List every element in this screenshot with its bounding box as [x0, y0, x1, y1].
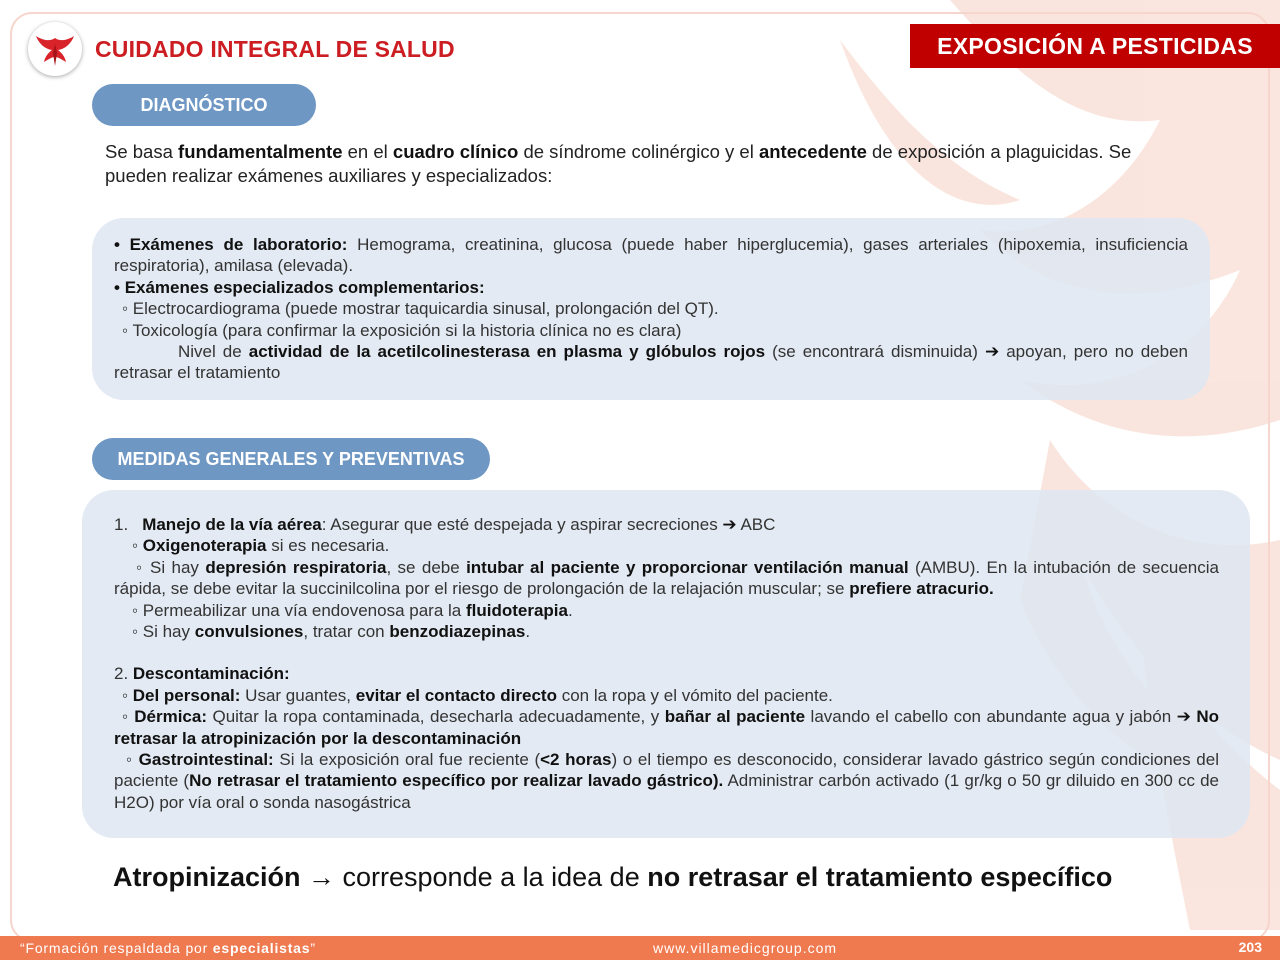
- medidas-box: [82, 490, 1250, 838]
- page-number: 203: [1238, 939, 1262, 955]
- lab-exams: • Exámenes de laboratorio: Hemograma, creatinina, glucosa (puede haber hiperglucemia), gases arteriales (hipoxemia, insuficiencia respiratoria), amilasa (elevada).: [114, 235, 1188, 276]
- footer: [0, 936, 1280, 960]
- ecg-item: ◦ Electrocardiograma (puede mostrar taquicardia sinusal, prolongación del QT).: [122, 299, 719, 319]
- intro-bold: fundamentalmente: [178, 141, 343, 162]
- depresion-item: ◦ Si hay depresión respiratoria, se debe intubar al paciente y proporcionar ventilación manual (AMBU). En la intubación de secuencia rápida, se debe evitar la succinilcolina por el riesgo de prolongación de la relajación muscular; se prefiere atracurio.: [114, 557, 1219, 599]
- intro-bold: cuadro clínico: [392, 141, 519, 162]
- lab-exams-label: Exámenes de laboratorio:: [129, 235, 348, 254]
- section-label-medidas: MEDIDAS GENERALES Y PREVENTIVAS: [92, 438, 490, 480]
- topic-banner: EXPOSICIÓN A PESTICIDAS: [910, 24, 1280, 68]
- diagnostico-intro: [105, 140, 1145, 188]
- spacer: [114, 642, 1219, 663]
- special-exams: • Exámenes especializados complementarios:: [114, 277, 485, 297]
- convulsiones-item: ◦ Si hay convulsiones, tratar con benzodiazepinas.: [132, 622, 531, 642]
- ache-item: Nivel de actividad de la acetilcolinesterasa en plasma y glóbulos rojos (se encontrará disminuida) ➔ apoyan, pero no deben retrasar el tratamiento: [114, 342, 1188, 383]
- ache-bold: actividad de la acetilcolinesterasa en plasma y glóbulos rojos: [248, 342, 766, 362]
- diagnostico-box: [92, 218, 1210, 400]
- lab-exams-text: Hemograma, creatinina, glucosa (puede haber hiperglucemia), gases arteriales (hipoxemia, insuficiencia respiratoria), amilasa (elevada).: [114, 235, 1188, 276]
- conclusion: Atropinización → corresponde a la idea de no retrasar el tratamiento específico: [113, 862, 1113, 892]
- arrow-right-icon: ➔: [1176, 707, 1191, 727]
- tox-item: ◦ Toxicología (para confirmar la exposición si la historia clínica no es clara): [122, 320, 682, 340]
- personal-item: ◦ Del personal: Usar guantes, evitar el contacto directo con la ropa y el vómito del paciente.: [122, 685, 833, 705]
- brand-logo: [28, 22, 82, 76]
- intro-text: de síndrome colinérgico y el: [518, 141, 759, 162]
- intro-text: de exposición a plaguicidas. Se pueden realizar exámenes auxiliares y especializados:: [105, 141, 1132, 186]
- footer-website-link[interactable]: www.villamedicgroup.com: [653, 940, 838, 956]
- brand-title: CUIDADO INTEGRAL DE SALUD: [95, 36, 455, 62]
- intro-text: Se basa: [105, 141, 179, 162]
- gastrointestinal-item: ◦ Gastrointestinal: Si la exposición oral fue reciente (<2 horas) o el tiempo es desconocido, considerar lavado gástrico según condiciones del paciente (No retrasar el tratamiento específico por realizar lavado gástrico). Administrar carbón activado (1 gr/kg o 50 gr diluido en 300 cc de H2O) por vía oral o sonda nasogástrica: [114, 750, 1219, 812]
- via-aerea-item: 1. Manejo de la vía aérea: Asegurar que esté despejada y aspirar secreciones ➔ ABC: [114, 515, 776, 534]
- intro-text: en el: [342, 141, 393, 162]
- descontaminacion-label: Descontaminación:: [132, 664, 290, 684]
- special-exams-label: Exámenes especializados complementarios:: [124, 277, 485, 297]
- arrow-right-icon: ➔: [722, 515, 737, 534]
- section-label-diagnostico: DIAGNÓSTICO: [92, 84, 316, 126]
- arrow-right-icon: ➔: [984, 342, 1000, 362]
- intro-bold: antecedente: [758, 141, 867, 162]
- oxigenoterapia-item: ◦ Oxigenoterapia si es necesaria.: [132, 536, 390, 556]
- dermica-item: ◦ Dérmica: Quitar la ropa contaminada, desecharla adecuadamente, y bañar al paciente lavando el cabello con abundante agua y jabón ➔ No retrasar la atropinización por la descontaminación: [114, 707, 1220, 748]
- via-endovenosa-item: ◦ Permeabilizar una vía endovenosa para la fluidoterapia.: [132, 600, 573, 620]
- phoenix-logo-icon: [28, 22, 82, 76]
- via-aerea-label: Manejo de la vía aérea: [142, 515, 322, 534]
- descontaminacion-item: 2. Descontaminación:: [114, 664, 290, 684]
- footer-slogan: “Formación respaldada por especialistas”: [20, 940, 316, 956]
